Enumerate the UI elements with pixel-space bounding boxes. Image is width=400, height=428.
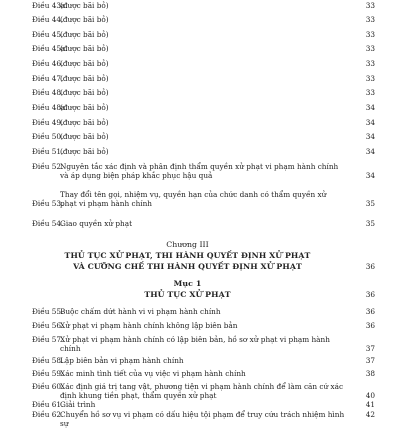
page-number: 34 (365, 147, 375, 156)
page-number: 33 (365, 1, 375, 10)
article-number: Điều 47. (32, 74, 64, 83)
article-number: Điều 57. (32, 335, 64, 344)
chapter-page-number: 36 (365, 262, 375, 271)
article-title: (được bãi bỏ) (60, 74, 109, 83)
page-number: 33 (365, 30, 375, 39)
page-number: 34 (365, 132, 375, 141)
article-number: Điều 45a. (32, 44, 68, 53)
article-title: Giao quyền xử phạt (60, 219, 133, 228)
article-number: Điều 61. (32, 400, 64, 409)
toc-entry (0, 382, 400, 400)
page-number: 36 (365, 307, 375, 316)
article-number: Điều 56. (32, 321, 64, 330)
page-number: 33 (365, 15, 375, 24)
page-number: 35 (365, 199, 375, 208)
article-title: (được bãi bỏ) (60, 1, 109, 10)
page-number: 42 (365, 410, 375, 419)
chapter-title-line-2: VÀ CƯỠNG CHẾ THI HÀNH QUYẾT ĐỊNH XỬ PHẠT (73, 262, 302, 271)
page-number: 33 (365, 74, 375, 83)
page-number: 37 (365, 356, 375, 365)
page-number: 36 (365, 321, 375, 330)
article-number: Điều 60. (32, 382, 64, 391)
article-title: (được bãi bỏ) (60, 103, 109, 112)
article-number: Điều 53. (32, 199, 64, 208)
page-number: 41 (365, 400, 375, 409)
article-title: Nguyên tắc xác định và phân định thẩm quyền xử phạt vi phạm hành chính và áp dụng biện pháp khắc phục hậu quả (60, 162, 339, 180)
article-number: Điều 48a. (32, 103, 68, 112)
article-number: Điều 45. (32, 30, 64, 39)
article-title: (được bãi bỏ) (60, 30, 109, 39)
article-title: Xác định giá trị tang vật, phương tiện vi phạm hành chính để làm căn cứ xác định khung tiền phạt, thẩm quyền xử phạt (60, 382, 344, 400)
article-number: Điều 46. (32, 59, 64, 68)
article-title: (được bãi bỏ) (60, 44, 109, 53)
page-number: 33 (365, 88, 375, 97)
section-title: THỦ TỤC XỬ PHẠT (144, 290, 231, 299)
article-number: Điều 50. (32, 132, 64, 141)
page-number: 34 (365, 118, 375, 127)
page-number: 33 (365, 59, 375, 68)
article-title: (được bãi bỏ) (60, 88, 109, 97)
article-number: Điều 44. (32, 15, 64, 24)
page-number: 33 (365, 44, 375, 53)
section-page-number: 36 (365, 290, 375, 299)
article-title: Chuyển hồ sơ vụ vi phạm có dấu hiệu tội phạm để truy cứu trách nhiệm hình sự (60, 410, 345, 428)
page-number: 34 (365, 103, 375, 112)
article-title: (được bãi bỏ) (60, 59, 109, 68)
article-number: Điều 43a. (32, 1, 68, 10)
article-number: Điều 58. (32, 356, 64, 365)
page-number: 38 (365, 369, 375, 378)
article-number: Điều 62. (32, 410, 64, 419)
article-number: Điều 55. (32, 307, 64, 316)
article-number: Điều 48. (32, 88, 64, 97)
page-number: 34 (365, 171, 375, 180)
page-number: 37 (365, 344, 375, 353)
chapter-title-line-1: THỦ TỤC XỬ PHẠT, THI HÀNH QUYẾT ĐỊNH XỬ PHẠT (64, 251, 311, 260)
article-title: Xác minh tình tiết của vụ việc vi phạm hành chính (60, 369, 246, 378)
article-title: (được bãi bỏ) (60, 15, 109, 24)
article-title: Xử phạt vi phạm hành chính không lập biên bản (60, 321, 238, 330)
article-number: Điều 54. (32, 219, 64, 228)
article-number: Điều 49. (32, 118, 64, 127)
section-label: Mục 1 (173, 279, 202, 288)
article-title: Buộc chấm dứt hành vi vi phạm hành chính (60, 307, 221, 316)
article-title: (được bãi bỏ) (60, 132, 109, 141)
page-number: 40 (365, 391, 375, 400)
article-number: Điều 59. (32, 369, 64, 378)
article-number: Điều 51. (32, 147, 64, 156)
page-number: 35 (365, 219, 375, 228)
article-title: Giải trình (60, 400, 96, 409)
article-title: Lập biên bản vi phạm hành chính (60, 356, 184, 365)
article-title: (được bãi bỏ) (60, 118, 109, 127)
article-title: Xử phạt vi phạm hành chính có lập biên bản, hồ sơ xử phạt vi phạm hành chính (60, 335, 330, 353)
article-title: (được bãi bỏ) (60, 147, 109, 156)
article-title: Thay đổi tên gọi, nhiệm vụ, quyền hạn của chức danh có thẩm quyền xử phạt vi phạm hành chính (60, 190, 327, 208)
chapter-label: Chương III (166, 240, 209, 249)
article-number: Điều 52. (32, 162, 64, 171)
